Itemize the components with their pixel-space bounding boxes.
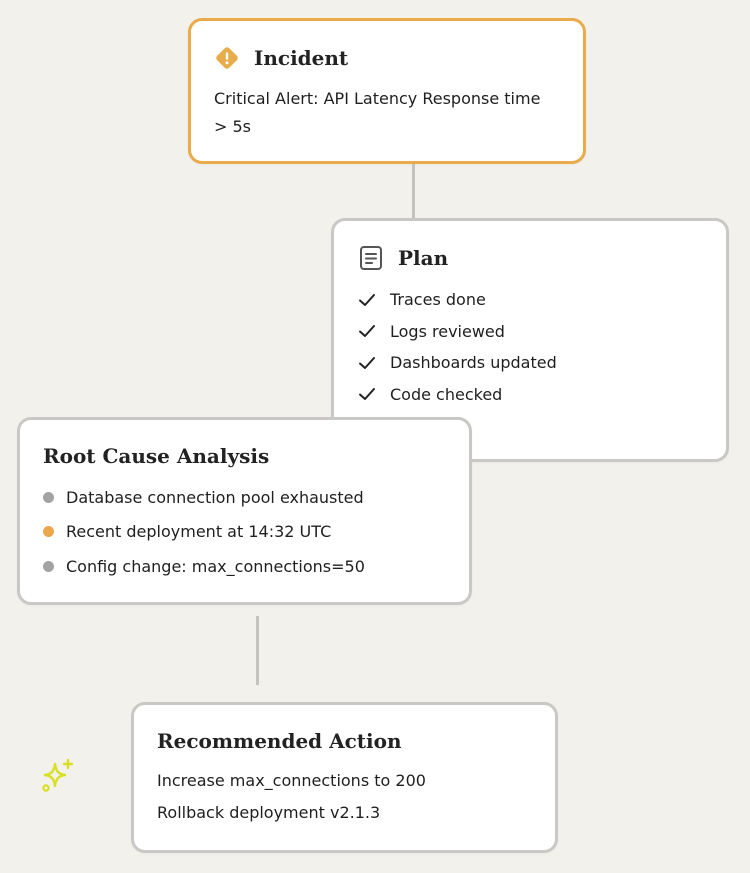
recommended-action-card[interactable]	[131, 702, 558, 853]
check-icon	[358, 291, 376, 309]
root-cause-item-label: Config change: max_connections=50	[66, 556, 365, 576]
plan-item	[358, 316, 702, 348]
incident-card[interactable]	[188, 18, 586, 164]
plan-item	[358, 347, 702, 379]
plan-item	[358, 379, 702, 411]
root-cause-item-label: Recent deployment at 14:32 UTC	[66, 522, 332, 542]
connector-incident-plan	[412, 163, 415, 219]
action-item: Rollback deployment v2.1.3	[157, 802, 381, 822]
incident-description: Critical Alert: API Latency Response time > 5s	[214, 89, 541, 136]
check-icon	[358, 385, 376, 403]
status-dot	[43, 561, 54, 572]
root-cause-item-label: Database connection pool exhausted	[66, 487, 364, 507]
plan-item-label: Traces done	[390, 290, 486, 310]
document-list-icon	[358, 245, 384, 271]
check-icon	[358, 322, 376, 340]
check-icon	[358, 354, 376, 372]
plan-title: Plan	[398, 246, 449, 270]
plan-item-label: Code checked	[390, 384, 503, 404]
status-dot	[43, 492, 54, 503]
incident-header	[214, 45, 560, 71]
sparkle-icon	[38, 756, 78, 800]
plan-item	[358, 284, 702, 316]
root-cause-list	[43, 480, 446, 584]
plan-header	[358, 245, 702, 271]
root-cause-title: Root Cause Analysis	[43, 444, 270, 468]
connector-rootcause-action	[256, 616, 259, 685]
root-cause-card[interactable]	[17, 417, 472, 605]
warning-diamond-icon	[214, 45, 240, 71]
root-cause-item	[43, 480, 446, 515]
plan-item-label: Dashboards updated	[390, 353, 557, 373]
root-cause-item	[43, 549, 446, 584]
plan-item-label: Logs reviewed	[390, 321, 505, 341]
plan-checklist	[358, 284, 702, 410]
root-cause-item	[43, 515, 446, 550]
recommended-action-title: Recommended Action	[157, 729, 402, 753]
action-item: Increase max_connections to 200	[157, 771, 426, 791]
status-dot	[43, 526, 54, 537]
recommended-action-list	[157, 765, 532, 828]
incident-title: Incident	[254, 46, 349, 70]
